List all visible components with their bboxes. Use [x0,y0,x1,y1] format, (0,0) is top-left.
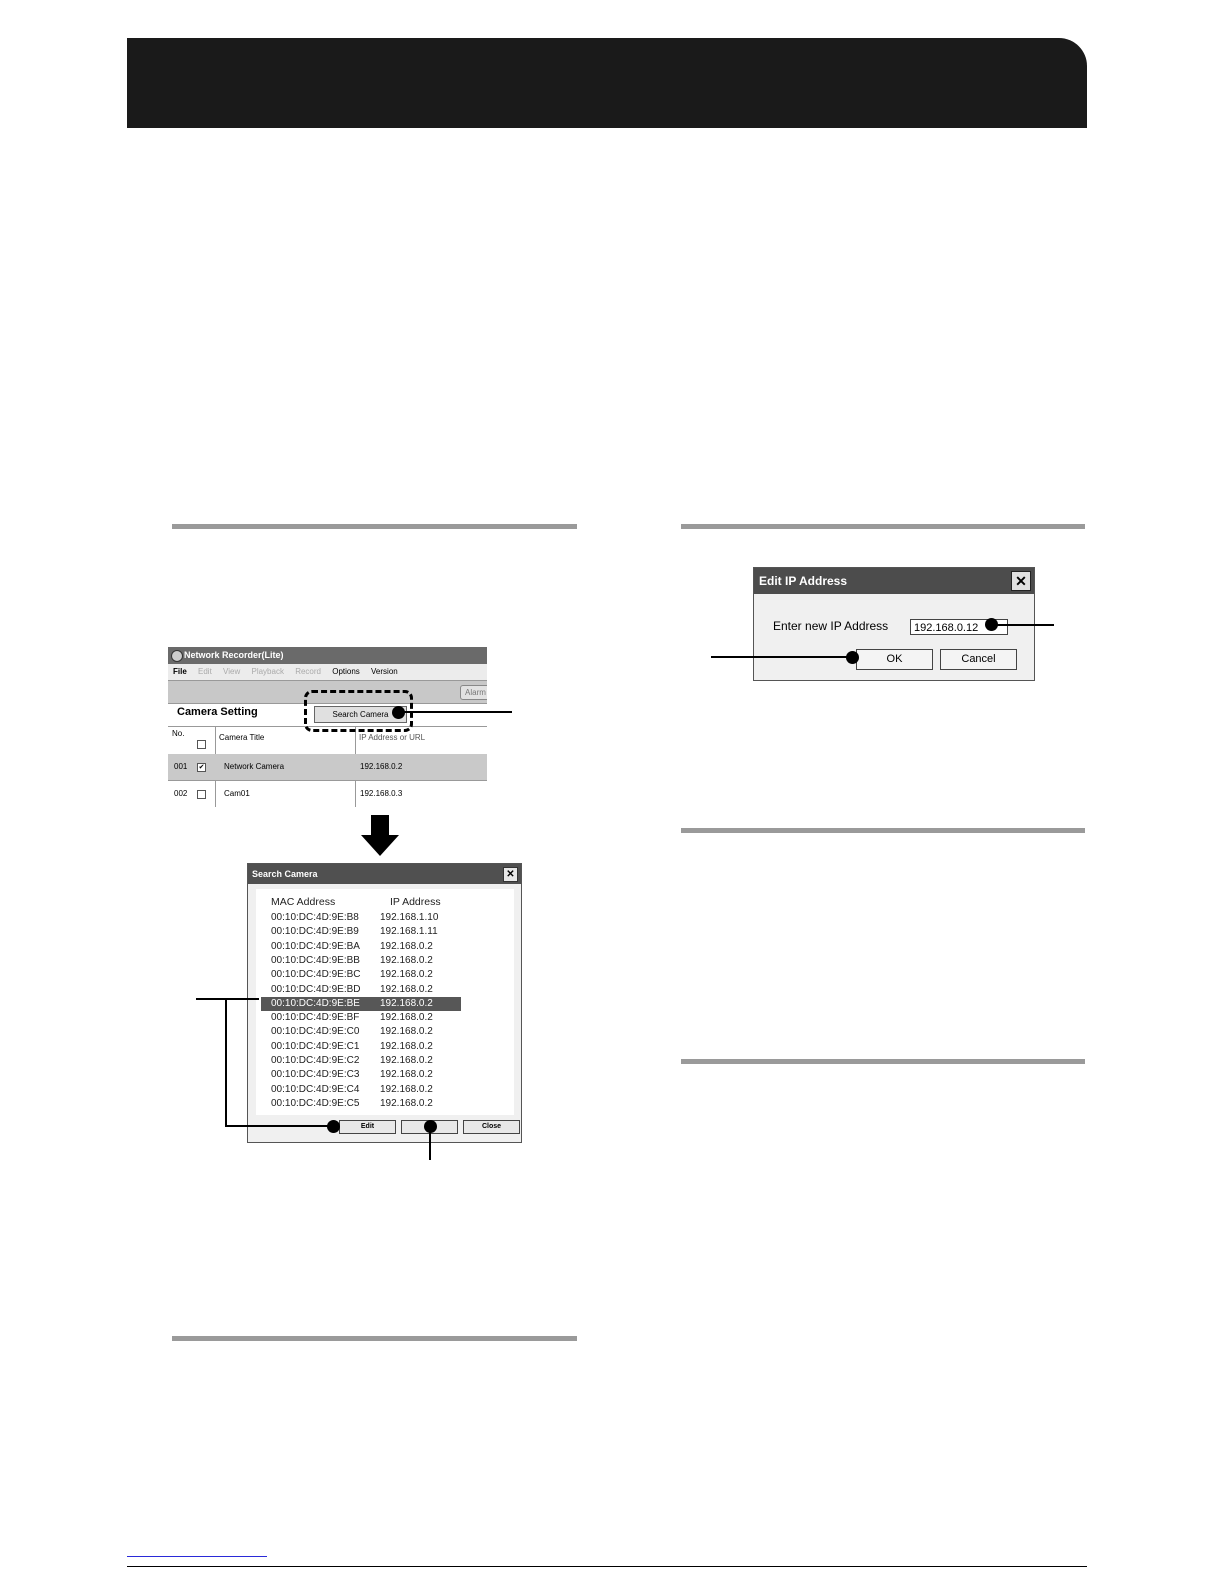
menu-record[interactable]: Record [295,667,321,676]
mac-address: 00:10:DC:4D:9E:B9 [271,926,359,938]
footer-rule [127,1566,1087,1567]
ip-address: 192.168.1.10 [380,912,439,923]
search-camera-button[interactable]: Search Camera [314,706,407,723]
list-item[interactable] [261,954,461,968]
row-ip-address: 192.168.0.2 [360,762,403,771]
cancel-button[interactable]: Cancel [940,649,1017,670]
ip-address: 192.168.0.2 [380,1069,433,1081]
menu-file[interactable]: File [173,667,187,676]
list-item[interactable] [261,1097,461,1111]
list-item[interactable] [261,983,461,997]
list-item[interactable] [261,1040,461,1054]
window-title: Network Recorder(Lite) [184,650,284,660]
ip-address: 192.168.0.2 [380,1040,433,1052]
list-item[interactable] [261,968,461,982]
mac-address: 00:10:DC:4D:9E:BD [271,983,361,995]
ip-address: 192.168.0.2 [380,1026,433,1038]
close-icon[interactable]: ✕ [503,867,518,882]
section-rule-left-1 [172,524,577,529]
list-item[interactable] [261,997,461,1011]
dialog-title: Edit IP Address [759,574,848,588]
list-item[interactable] [261,1083,461,1097]
list-item[interactable] [261,1054,461,1068]
mac-address: 00:10:DC:4D:9E:B8 [271,912,359,923]
page-header-bar [127,38,1087,128]
ip-address: 192.168.1.11 [380,926,438,938]
down-arrow-icon [371,815,389,835]
mac-address: 00:10:DC:4D:9E:C1 [271,1040,360,1052]
menu-version[interactable]: Version [371,667,398,676]
mac-address: 00:10:DC:4D:9E:C4 [271,1083,360,1095]
close-button[interactable]: Close [463,1120,520,1134]
window-title-bar [168,647,487,664]
mac-address: 00:10:DC:4D:9E:BE [271,997,360,1009]
dialog-title-bar [248,864,521,884]
section-rule-right-3 [681,1059,1085,1064]
ip-address: 192.168.0.2 [380,983,433,995]
table-row[interactable] [168,754,487,781]
mac-address: 00:10:DC:4D:9E:C5 [271,1097,360,1109]
callout-line [991,624,1054,626]
select-all-checkbox[interactable] [197,740,206,749]
camera-setting-heading: Camera Setting [177,706,258,718]
row-number: 002 [174,789,188,798]
row-camera-title: Network Camera [224,762,285,771]
row-camera-title: Cam01 [224,789,250,798]
alarm-button[interactable]: Alarm [460,685,487,700]
mac-address: 00:10:DC:4D:9E:BC [271,969,361,981]
mac-address: 00:10:DC:4D:9E:BF [271,1012,360,1024]
row-number: 001 [174,762,188,771]
column-ip-address: IP Address [390,896,441,908]
list-item[interactable] [261,925,461,939]
close-icon[interactable]: ✕ [1011,571,1031,591]
menu-bar [168,664,487,680]
callout-line [225,999,227,1127]
callout-line [225,1125,332,1127]
down-arrow-head-icon [361,835,399,856]
column-camera-title: Camera Title [219,733,265,742]
ip-address: 192.168.0.2 [380,940,433,952]
ip-address-label: Enter new IP Address [773,619,889,633]
ok-button[interactable]: OK [856,649,933,670]
ip-address: 192.168.0.2 [380,1097,433,1109]
column-mac-address: MAC Address [271,896,336,908]
mac-address: 00:10:DC:4D:9E:C3 [271,1069,360,1081]
callout-line [398,711,512,713]
column-ip-address: IP Address or URL [359,733,426,742]
section-rule-right-1 [681,524,1085,529]
table-row[interactable] [168,781,487,807]
menu-edit[interactable]: Edit [198,667,212,676]
mac-address: 00:10:DC:4D:9E:BA [271,940,360,952]
row-checkbox[interactable]: ✔ [198,764,205,771]
list-item[interactable] [261,1068,461,1082]
callout-line [429,1126,431,1160]
search-camera-dialog [247,863,522,1143]
section-rule-right-2 [681,828,1085,833]
list-item[interactable] [261,1011,461,1025]
ip-address: 192.168.0.2 [380,1055,433,1066]
mac-address: 00:10:DC:4D:9E:BB [271,954,360,966]
list-item[interactable] [261,911,461,925]
camera-list[interactable] [256,889,514,1115]
dialog-title-bar [754,568,1034,594]
callout-dot [327,1120,340,1133]
ip-address-input[interactable]: 192.168.0.12 [910,619,1008,635]
ip-address: 192.168.0.2 [380,1012,433,1024]
menu-options[interactable]: Options [332,667,360,676]
ip-address: 192.168.0.2 [380,969,433,981]
app-logo-icon [171,650,183,662]
list-item[interactable] [261,1025,461,1039]
ip-address: 192.168.0.2 [380,997,433,1009]
row-checkbox[interactable] [197,790,206,799]
menu-playback[interactable]: Playback [251,667,284,676]
mac-address: 00:10:DC:4D:9E:C0 [271,1026,360,1038]
list-item[interactable] [261,940,461,954]
footer-link-underline [127,1556,267,1557]
ip-address: 192.168.0.2 [380,954,433,966]
row-ip-address: 192.168.0.3 [360,789,403,798]
mac-address: 00:10:DC:4D:9E:C2 [271,1055,360,1066]
ip-address: 192.168.0.2 [380,1083,433,1095]
dialog-title: Search Camera [252,869,318,879]
menu-view[interactable]: View [223,667,241,676]
callout-line [196,998,259,1000]
edit-button[interactable]: Edit [339,1120,396,1134]
section-rule-left-2 [172,1336,577,1341]
column-no: No. [172,729,185,738]
callout-line [711,656,848,658]
